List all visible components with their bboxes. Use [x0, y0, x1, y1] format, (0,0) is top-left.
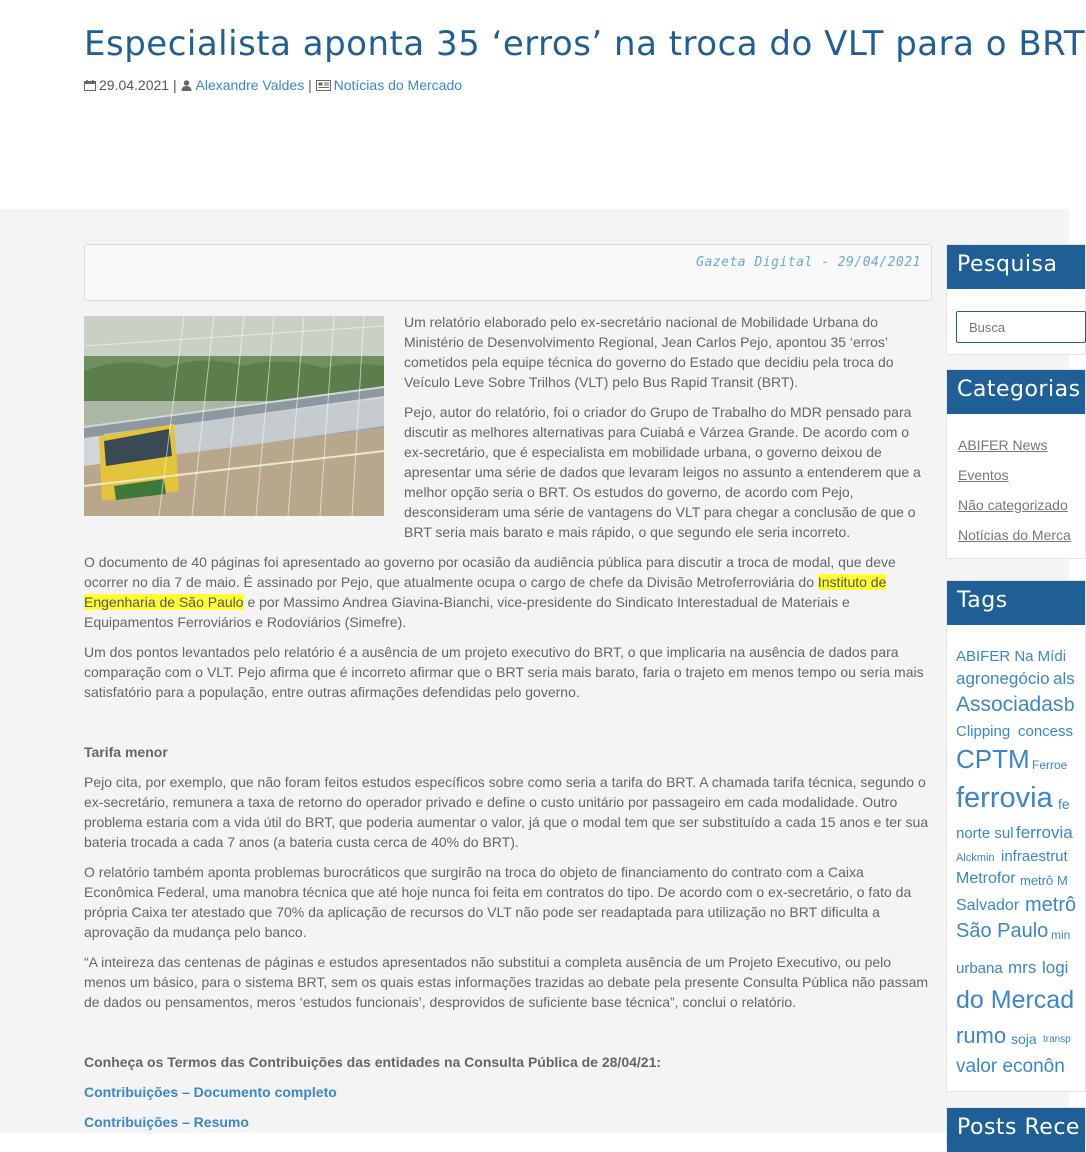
tag-link[interactable]: infraestrut — [1001, 848, 1068, 865]
highlighted-institution: Instituto de Engenharia de São Paulo — [84, 574, 887, 610]
tag-link[interactable]: ferrovia — [1016, 823, 1073, 842]
tag-link[interactable]: als — [1053, 669, 1075, 688]
tag-link[interactable]: CPTM — [956, 744, 1030, 774]
post-date: 29.04.2021 — [99, 77, 170, 93]
paragraph: “A inteireza das centenas de páginas e estudos apresentados não substitui a completa ausência de um Projeto Executivo, ou pelo menos um básico, para o sistema BRT, sem os quais estas informações trazidas ao debate pela presente Consulta Pública não passam de dados ou pensamentos, meros ‘estudos funcionais’, desprovidos de suficiente base técnica”, conclui o relatório. — [84, 954, 929, 1010]
category-item[interactable]: Não categorizado — [958, 497, 1068, 513]
tag-link[interactable]: Ferroe — [1032, 758, 1068, 772]
paragraph — [84, 552, 932, 632]
tag-link[interactable]: rumo — [956, 1023, 1007, 1048]
paragraph-text: e por Massimo Andrea Giavina-Bianchi, vice-presidente do Sindicato Interestadual de Materiais e Equipamentos Ferroviários e Rodoviários (Simefre). — [84, 594, 850, 630]
post-title: Especialista aponta 35 ‘erros’ na troca do VLT para o BRT — [84, 24, 1086, 64]
paragraph: Pejo cita, por exemplo, que não foram feitos estudos específicos sobre como seria a tarifa do BRT. A chamada tarifa técnica, segundo o ex-secretário, remunera a taxa de retorno do operador privado e define o custo unitário por passageiro em cada modalidade. Outro problema estaria com a vida útil do BRT, que poderia aumentar o valor, já que o modal tem que ser substituído a cada 15 anos e ter sua bateria trocada a cada 7 anos (a bateria custa cerca de 40% do BRT). — [84, 774, 929, 850]
post-meta — [84, 77, 462, 93]
tag-link[interactable]: do Mercad — [956, 986, 1075, 1014]
tag-link[interactable]: Metrofor — [956, 870, 1016, 887]
paragraph: Um dos pontos levantados pelo relatório é a ausência de um projeto executivo do BRT, o que implicaria na ausência de dados para comparação com o VLT. Pejo afirma que é incorreto afirmar que o BRT seria mais barato, faria o trajeto em menos tempo ou seria mais satisfatório para a população, entre outras afirmações defendidas pelo governo. — [84, 644, 924, 700]
tag-link[interactable]: ABIFER Na Mídi — [956, 648, 1067, 665]
tag-link[interactable]: metrô — [1025, 894, 1077, 916]
tag-link[interactable]: b — [1064, 695, 1075, 716]
category-item[interactable]: Eventos — [958, 467, 1009, 483]
tag-link[interactable]: urbana — [956, 960, 1003, 977]
category-link[interactable]: Notícias do Mercado — [333, 77, 463, 93]
recent-posts-widget — [946, 1107, 1086, 1147]
tag-link[interactable]: Alckmin — [956, 852, 995, 864]
tag-link[interactable]: ferrovia — [956, 782, 1053, 814]
contributions-summary-link[interactable]: Contribuições – Resumo — [84, 1114, 249, 1130]
tag-link[interactable]: fe — [1058, 796, 1070, 812]
meta-separator: | — [172, 77, 177, 93]
tag-link[interactable]: Clipping — [956, 723, 1011, 740]
newspaper-icon — [316, 78, 331, 89]
categories-widget-title: Categorias — [947, 370, 1085, 414]
source-line: Gazeta Digital - 29/04/2021 — [696, 255, 921, 270]
tags-widget-title: Tags — [947, 581, 1085, 625]
tag-link[interactable]: logi — [1042, 958, 1069, 977]
category-item[interactable]: ABIFER News — [958, 437, 1048, 453]
category-item[interactable]: Notícias do Merca — [958, 527, 1071, 543]
meta-separator: | — [308, 77, 312, 93]
post-header — [0, 0, 1086, 209]
contributions-heading: Conheça os Termos das Contribuições das entidades na Consulta Pública de 28/04/21: — [84, 1054, 662, 1070]
tag-link[interactable]: agronegócio — [956, 669, 1050, 688]
paragraph: Pejo, autor do relatório, foi o criador do Grupo de Trabalho do MDR pensado para discutir as melhores alternativas para Cuiabá e Várzea Grande. De acordo com o ex-secretário, que é especialista em mobilidade urbana, o governo deixou de apresentar uma série de dados que levaram leigos no assunto a entenderem que a melhor opção seria o BRT. Os estudos do governo, de acordo com Pejo, desconsideram uma série de vantagens do VLT para chegar a conclusão de que o BRT seria mais barato e mais rápido, o que segundo ele seria incorreto. — [404, 404, 921, 540]
user-icon — [181, 78, 193, 89]
paragraph: Um relatório elaborado pelo ex-secretário nacional de Mobilidade Urbana do Ministério de Desenvolvimento Regional, Jean Carlos Pejo, apontou 35 ‘erros’ cometidos pela equipe técnica do governo do Estado que decidiu pela troca do Veículo Leve Sobre Trilhos (VLT) pelo Bus Rapid Transit (BRT). — [404, 314, 894, 390]
contributions-full-link[interactable]: Contribuições – Documento completo — [84, 1084, 337, 1100]
article-body — [84, 244, 932, 1130]
tag-link[interactable]: concess — [1018, 723, 1074, 740]
tag-link[interactable]: M — [1057, 873, 1068, 888]
tag-link[interactable]: norte sul — [956, 825, 1014, 842]
recent-posts-widget-title: Posts Rece — [947, 1108, 1085, 1152]
tag-link[interactable]: min — [1051, 928, 1071, 942]
tag-link[interactable]: transp — [1043, 1034, 1071, 1045]
calendar-icon — [84, 78, 96, 89]
section-heading: Tarifa menor — [84, 744, 168, 760]
tag-link[interactable]: mrs — [1008, 958, 1037, 977]
search-widget-title: Pesquisa — [947, 245, 1085, 289]
search-input[interactable] — [956, 311, 1086, 343]
tag-link[interactable]: soja — [1011, 1031, 1037, 1047]
tag-link[interactable]: metrô — [1020, 873, 1054, 888]
tag-link[interactable]: valor econôn — [956, 1056, 1065, 1077]
source-box — [84, 244, 932, 301]
paragraph-text: O documento de 40 páginas foi apresentado ao governo por ocasião da audiência pública para discutir a troca de modal, que deve ocorrer no dia 7 de maio. É assinado por Pejo, que atualmente ocupa o cargo de chefe da Divisão Metroferroviária do — [84, 554, 896, 590]
article-photo — [84, 316, 384, 516]
author-link[interactable]: Alexandre Valdes — [195, 77, 305, 93]
tag-link[interactable]: Associadas — [956, 693, 1064, 716]
tag-link[interactable]: Salvador — [956, 897, 1020, 914]
tag-link[interactable]: São Paulo — [956, 920, 1049, 942]
paragraph: O relatório também aponta problemas burocráticos que surgirão na troca do objeto de financiamento do contrato com a Caixa Econômica Federal, uma manobra técnica que até hoje nunca foi feita em contratos do tipo. De acordo com o ex-secretário, o fato da própria Caixa ter atestado que 70% da aplicação de recursos do VLT não pode ser readaptada para utilização no BRT dificulta a aprovação da mudança pelo banco. — [84, 864, 912, 940]
